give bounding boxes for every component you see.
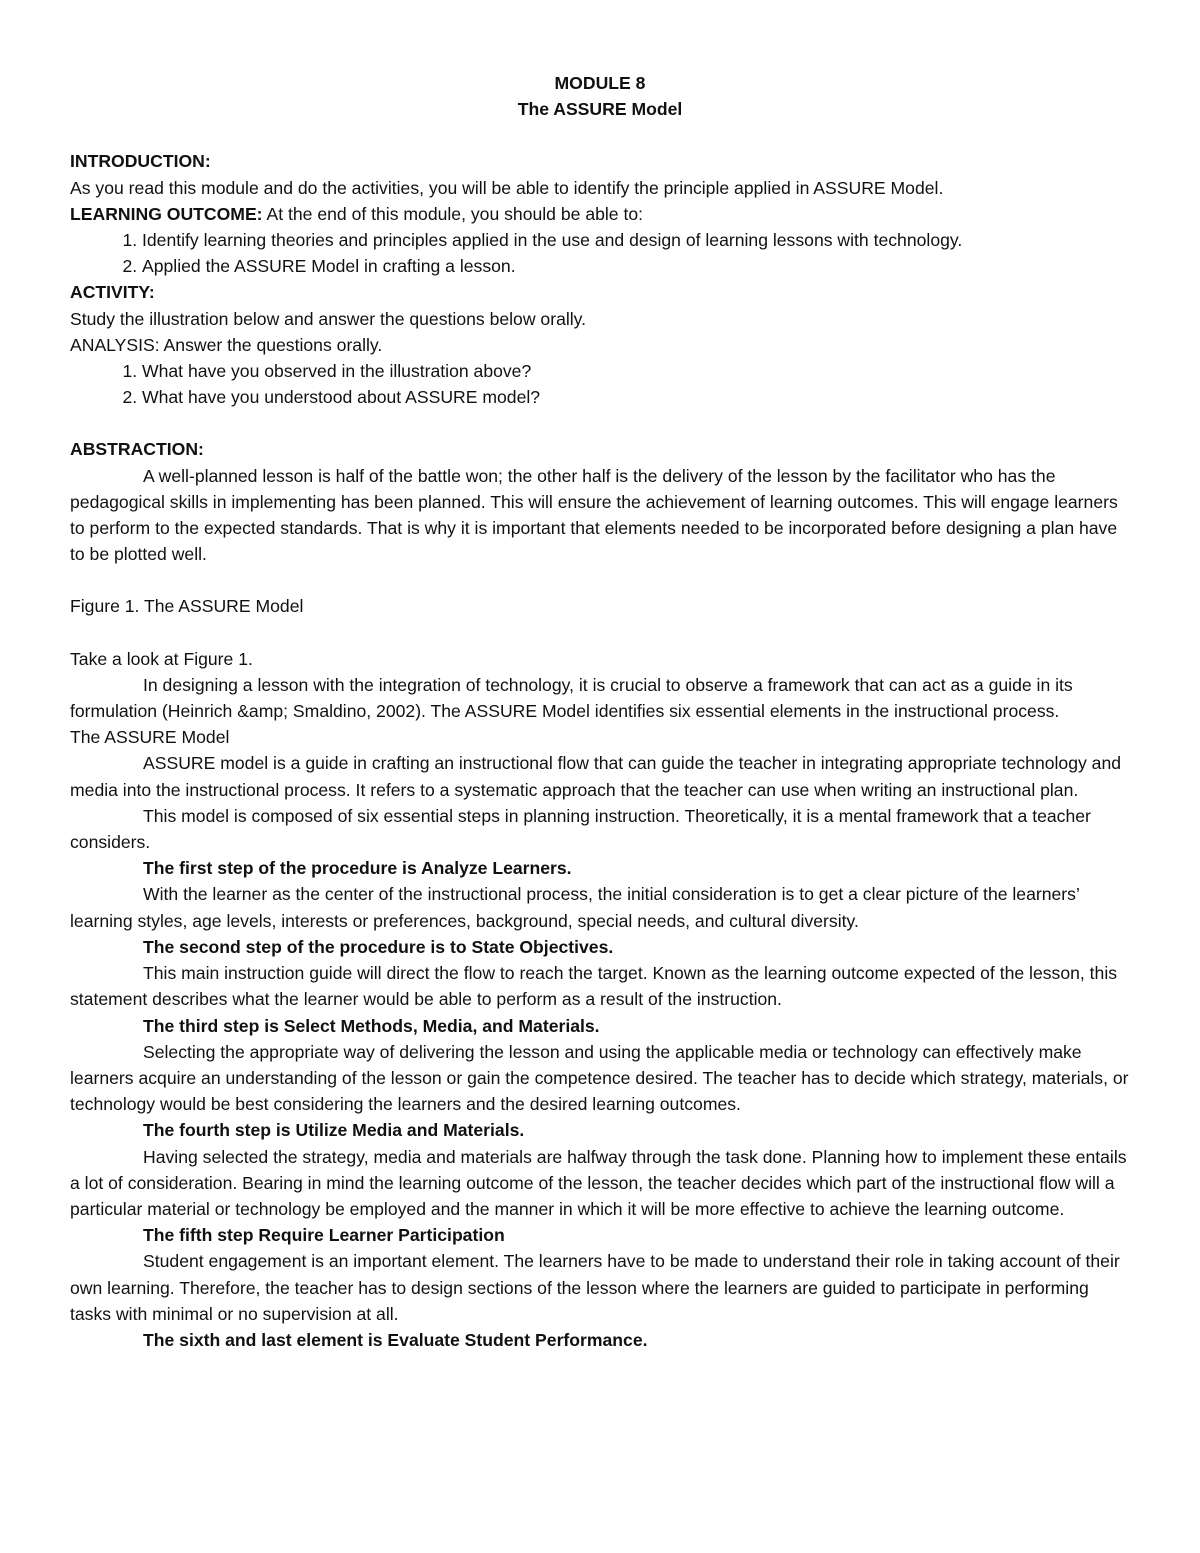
spacer [70,567,1130,593]
model-paragraph: ASSURE model is a guide in crafting an instructional flow that can guide the teacher in integrating appropriate technology and media into the instructional process. It refers to a systematic approach that the teacher can use when writing an instructional plan. [70,753,1122,800]
model-paragraph: This model is composed of six essential steps in planning instruction. Theoretically, it is a mental framework that a teacher considers. [70,805,1091,853]
step-text: Student engagement is an important element. The learners have to be made to understand their role in taking account of their own learning. Therefore, the teacher has to design sections of the lesson where the learners are guided to participate in performing tasks with minimal or no supervision at all. [70,1251,1120,1324]
learning-outcome-heading: LEARNING OUTCOME: [70,203,263,224]
document-page [70,70,1130,1353]
introduction-text: As you read this module and do the activities, you will be able to identify the principle applied in ASSURE Model. [70,177,944,198]
spacer [70,620,1130,646]
analysis-text: ANALYSIS: Answer the questions orally. [70,334,383,355]
spacer [70,410,1130,436]
step-title: The second step of the procedure is to State Objectives. [143,936,614,957]
list-item: 2. Applied the ASSURE Model in crafting a lesson. [142,253,1130,279]
step-text: Having selected the strategy, media and materials are halfway through the task done. Planning how to implement these entails a lot of consideration. Bearing in mind the learning outcome of the lesson, the teacher decides which part of the instructional flow will a particular material or technology be employed and the manner in which it will be more effective to achieve the learning outcome. [70,1146,1127,1219]
analysis-list [70,358,1130,410]
learning-outcome [70,201,1130,227]
list-item: 1. What have you observed in the illustration above? [142,358,1130,384]
introduction-heading: INTRODUCTION: [70,151,211,172]
activity-heading: ACTIVITY: [70,282,155,303]
model-heading: The ASSURE Model [70,727,230,748]
step-title: The fifth step Require Learner Participation [143,1225,505,1246]
step-title: The third step is Select Methods, Media, and Materials. [143,1015,600,1036]
step-text: Selecting the appropriate way of delivering the lesson and using the applicable media or technology can effectively make learners acquire an understanding of the lesson or gain the competence desired. The teacher has to decide which strategy, materials, or technology would be best considering the learners and the desired learning outcomes. [70,1041,1129,1115]
figure-caption: Figure 1. The ASSURE Model [70,596,304,617]
learning-outcome-list [70,227,1130,279]
list-item: 1. Identify learning theories and principles applied in the use and design of learning lessons with technology. [142,227,1130,253]
abstraction-heading: ABSTRACTION: [70,439,204,460]
step-title: The fourth step is Utilize Media and Materials. [143,1120,525,1141]
list-item: 2. What have you understood about ASSURE model? [142,384,1130,410]
page-title: The ASSURE Model [517,99,683,120]
step-title: The first step of the procedure is Analyze Learners. [143,858,572,879]
spacer [70,122,1130,148]
step-text: With the learner as the center of the instructional process, the initial consideration is to get a clear picture of the learners’ learning styles, age levels, interests or preferences, background, special needs, and cultural diversity. [70,884,1080,931]
learning-outcome-lead: At the end of this module, you should be able to: [262,203,644,224]
intro-paragraph: In designing a lesson with the integration of technology, it is crucial to observe a framework that can act as a guide in its formulation (Heinrich &amp; Smaldino, 2002). The ASSURE Model identifies six essential elements in the instructional process. [70,674,1073,722]
step-text: This main instruction guide will direct the flow to reach the target. Known as the learning outcome expected of the lesson, this statement describes what the learner would be able to perform as a result of the instruction. [70,963,1118,1010]
module-number: MODULE 8 [554,73,646,93]
activity-text: Study the illustration below and answer the questions below orally. [70,308,587,329]
last-step-title: The sixth and last element is Evaluate Student Performance. [143,1329,648,1350]
abstraction-paragraph: A well-planned lesson is half of the battle won; the other half is the delivery of the lesson by the facilitator who has the pedagogical skills in implementing has been planned. This will ensure the achievement of learning outcomes. This will engage learners to perform to the expected standards. That is why it is important that elements needed to be incorporated before designing a plan have to be plotted well. [70,465,1118,565]
take-look-text: Take a look at Figure 1. [70,648,253,669]
